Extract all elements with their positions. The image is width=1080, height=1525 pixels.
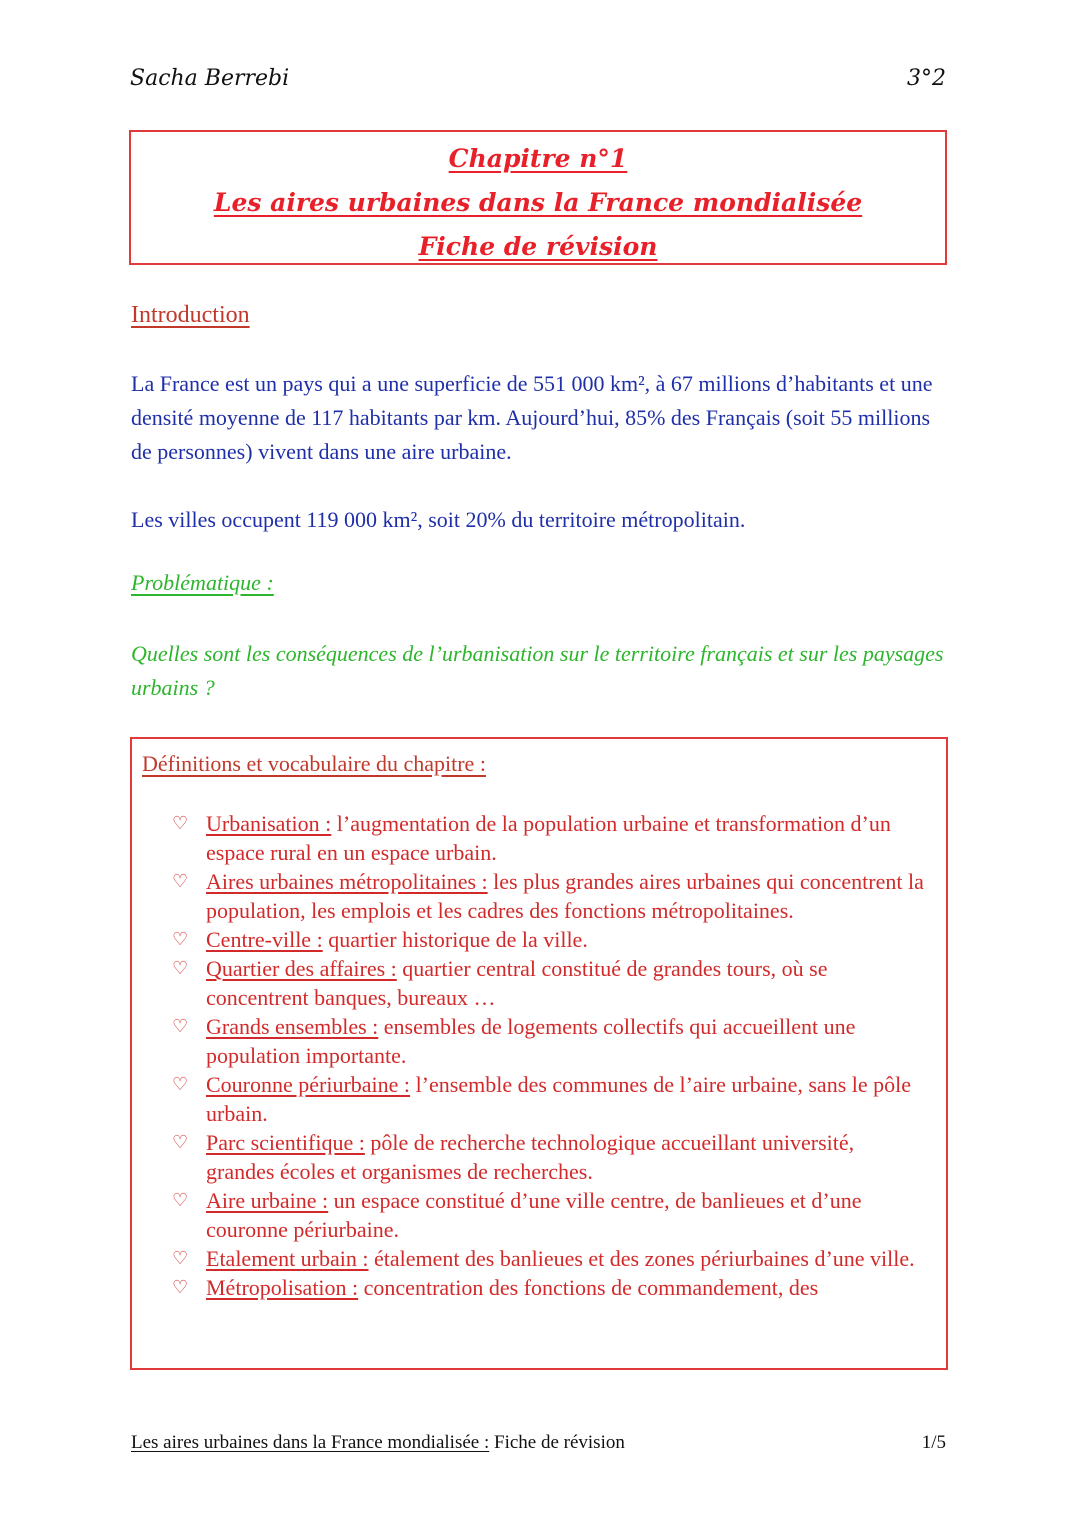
class-label: 3°2 — [907, 66, 946, 91]
definition-term: Quartier des affaires : — [206, 956, 397, 981]
definition-text: ensembles de logements collectifs qui accueillent une population importante. — [206, 1014, 856, 1068]
definition-item — [132, 954, 946, 1012]
definitions-heading: Définitions et vocabulaire du chapitre : — [142, 751, 486, 776]
definition-term: Urbanisation : — [206, 811, 332, 836]
heart-bullet-icon: ♡ — [172, 871, 189, 892]
definition-item — [132, 1012, 946, 1070]
definition-text: quartier historique de la ville. — [322, 927, 588, 952]
heart-bullet-icon: ♡ — [172, 813, 189, 834]
introduction-heading: Introduction — [131, 302, 250, 328]
heart-bullet-icon: ♡ — [172, 1190, 189, 1211]
definition-term: Etalement urbain : — [206, 1246, 369, 1271]
definition-item — [132, 1128, 946, 1186]
chapter-title: Les aires urbaines dans la France mondialisée — [213, 188, 863, 217]
heart-bullet-icon: ♡ — [172, 1277, 189, 1298]
definition-item — [132, 925, 946, 954]
author-name: Sacha Berrebi — [130, 66, 290, 91]
definition-term: Parc scientifique : — [206, 1130, 365, 1155]
definition-text: un espace constitué d’une ville centre, de banlieues et d’une couronne périurbaine. — [206, 1188, 862, 1242]
definition-item — [132, 1273, 946, 1302]
heart-bullet-icon: ♡ — [172, 1074, 189, 1095]
definition-term: Couronne périurbaine : — [206, 1072, 411, 1097]
introduction-paragraph-1: La France est un pays qui a une superficie de 551 000 km², à 67 millions d’habitants et une densité moyenne de 117 habitants par km. Aujourd’hui, 85% des Français (soit 55 millions de personnes) vivent dans une aire urbaine. — [131, 371, 933, 464]
definition-term: Grands ensembles : — [206, 1014, 379, 1039]
definition-text: l’ensemble des communes de l’aire urbaine, sans le pôle urbain. — [206, 1072, 912, 1126]
definition-text: concentration des fonctions de commandement, des — [358, 1275, 819, 1300]
definition-item — [132, 1244, 946, 1273]
sheet-type: Fiche de révision — [418, 232, 658, 261]
problematique-heading: Problématique : — [131, 570, 274, 595]
heart-bullet-icon: ♡ — [172, 1132, 189, 1153]
definitions-list — [132, 809, 946, 1302]
definition-text: l’augmentation de la population urbaine et transformation d’un espace rural en un espace urbain. — [206, 811, 891, 865]
definition-text: pôle de recherche technologique accueillant université, grandes écoles et organismes de recherches. — [206, 1130, 855, 1184]
heart-bullet-icon: ♡ — [172, 929, 189, 950]
introduction-paragraph-2: Les villes occupent 119 000 km², soit 20% du territoire métropolitain. — [131, 507, 746, 532]
definition-term: Aires urbaines métropolitaines : — [206, 869, 488, 894]
definition-text: étalement des banlieues et des zones périurbaines d’une ville. — [368, 1246, 915, 1271]
definition-item — [132, 1186, 946, 1244]
heart-bullet-icon: ♡ — [172, 1016, 189, 1037]
footer — [131, 1432, 625, 1454]
definition-term: Aire urbaine : — [206, 1188, 329, 1213]
problematique-question: Quelles sont les conséquences de l’urbanisation sur le territoire français et sur les paysages urbains ? — [131, 641, 944, 700]
title-box — [129, 130, 947, 265]
definition-term: Métropolisation : — [206, 1275, 359, 1300]
heart-bullet-icon: ♡ — [172, 1248, 189, 1269]
chapter-number: Chapitre n°1 — [448, 144, 628, 173]
definition-text: les plus grandes aires urbaines qui concentrent la population, les emplois et les cadres des fonctions métropolitaines. — [206, 869, 924, 923]
definition-item — [132, 1070, 946, 1128]
definition-item — [132, 867, 946, 925]
definition-text: quartier central constitué de grandes tours, où se concentrent banques, bureaux … — [206, 956, 828, 1010]
footer-title: Les aires urbaines dans la France mondialisée : — [131, 1432, 490, 1453]
definitions-box — [130, 737, 948, 1370]
page-number: 1/5 — [921, 1432, 946, 1453]
heart-bullet-icon: ♡ — [172, 958, 189, 979]
definition-term: Centre-ville : — [206, 927, 323, 952]
definition-item — [132, 809, 946, 867]
footer-subtitle: Fiche de révision — [489, 1432, 625, 1453]
